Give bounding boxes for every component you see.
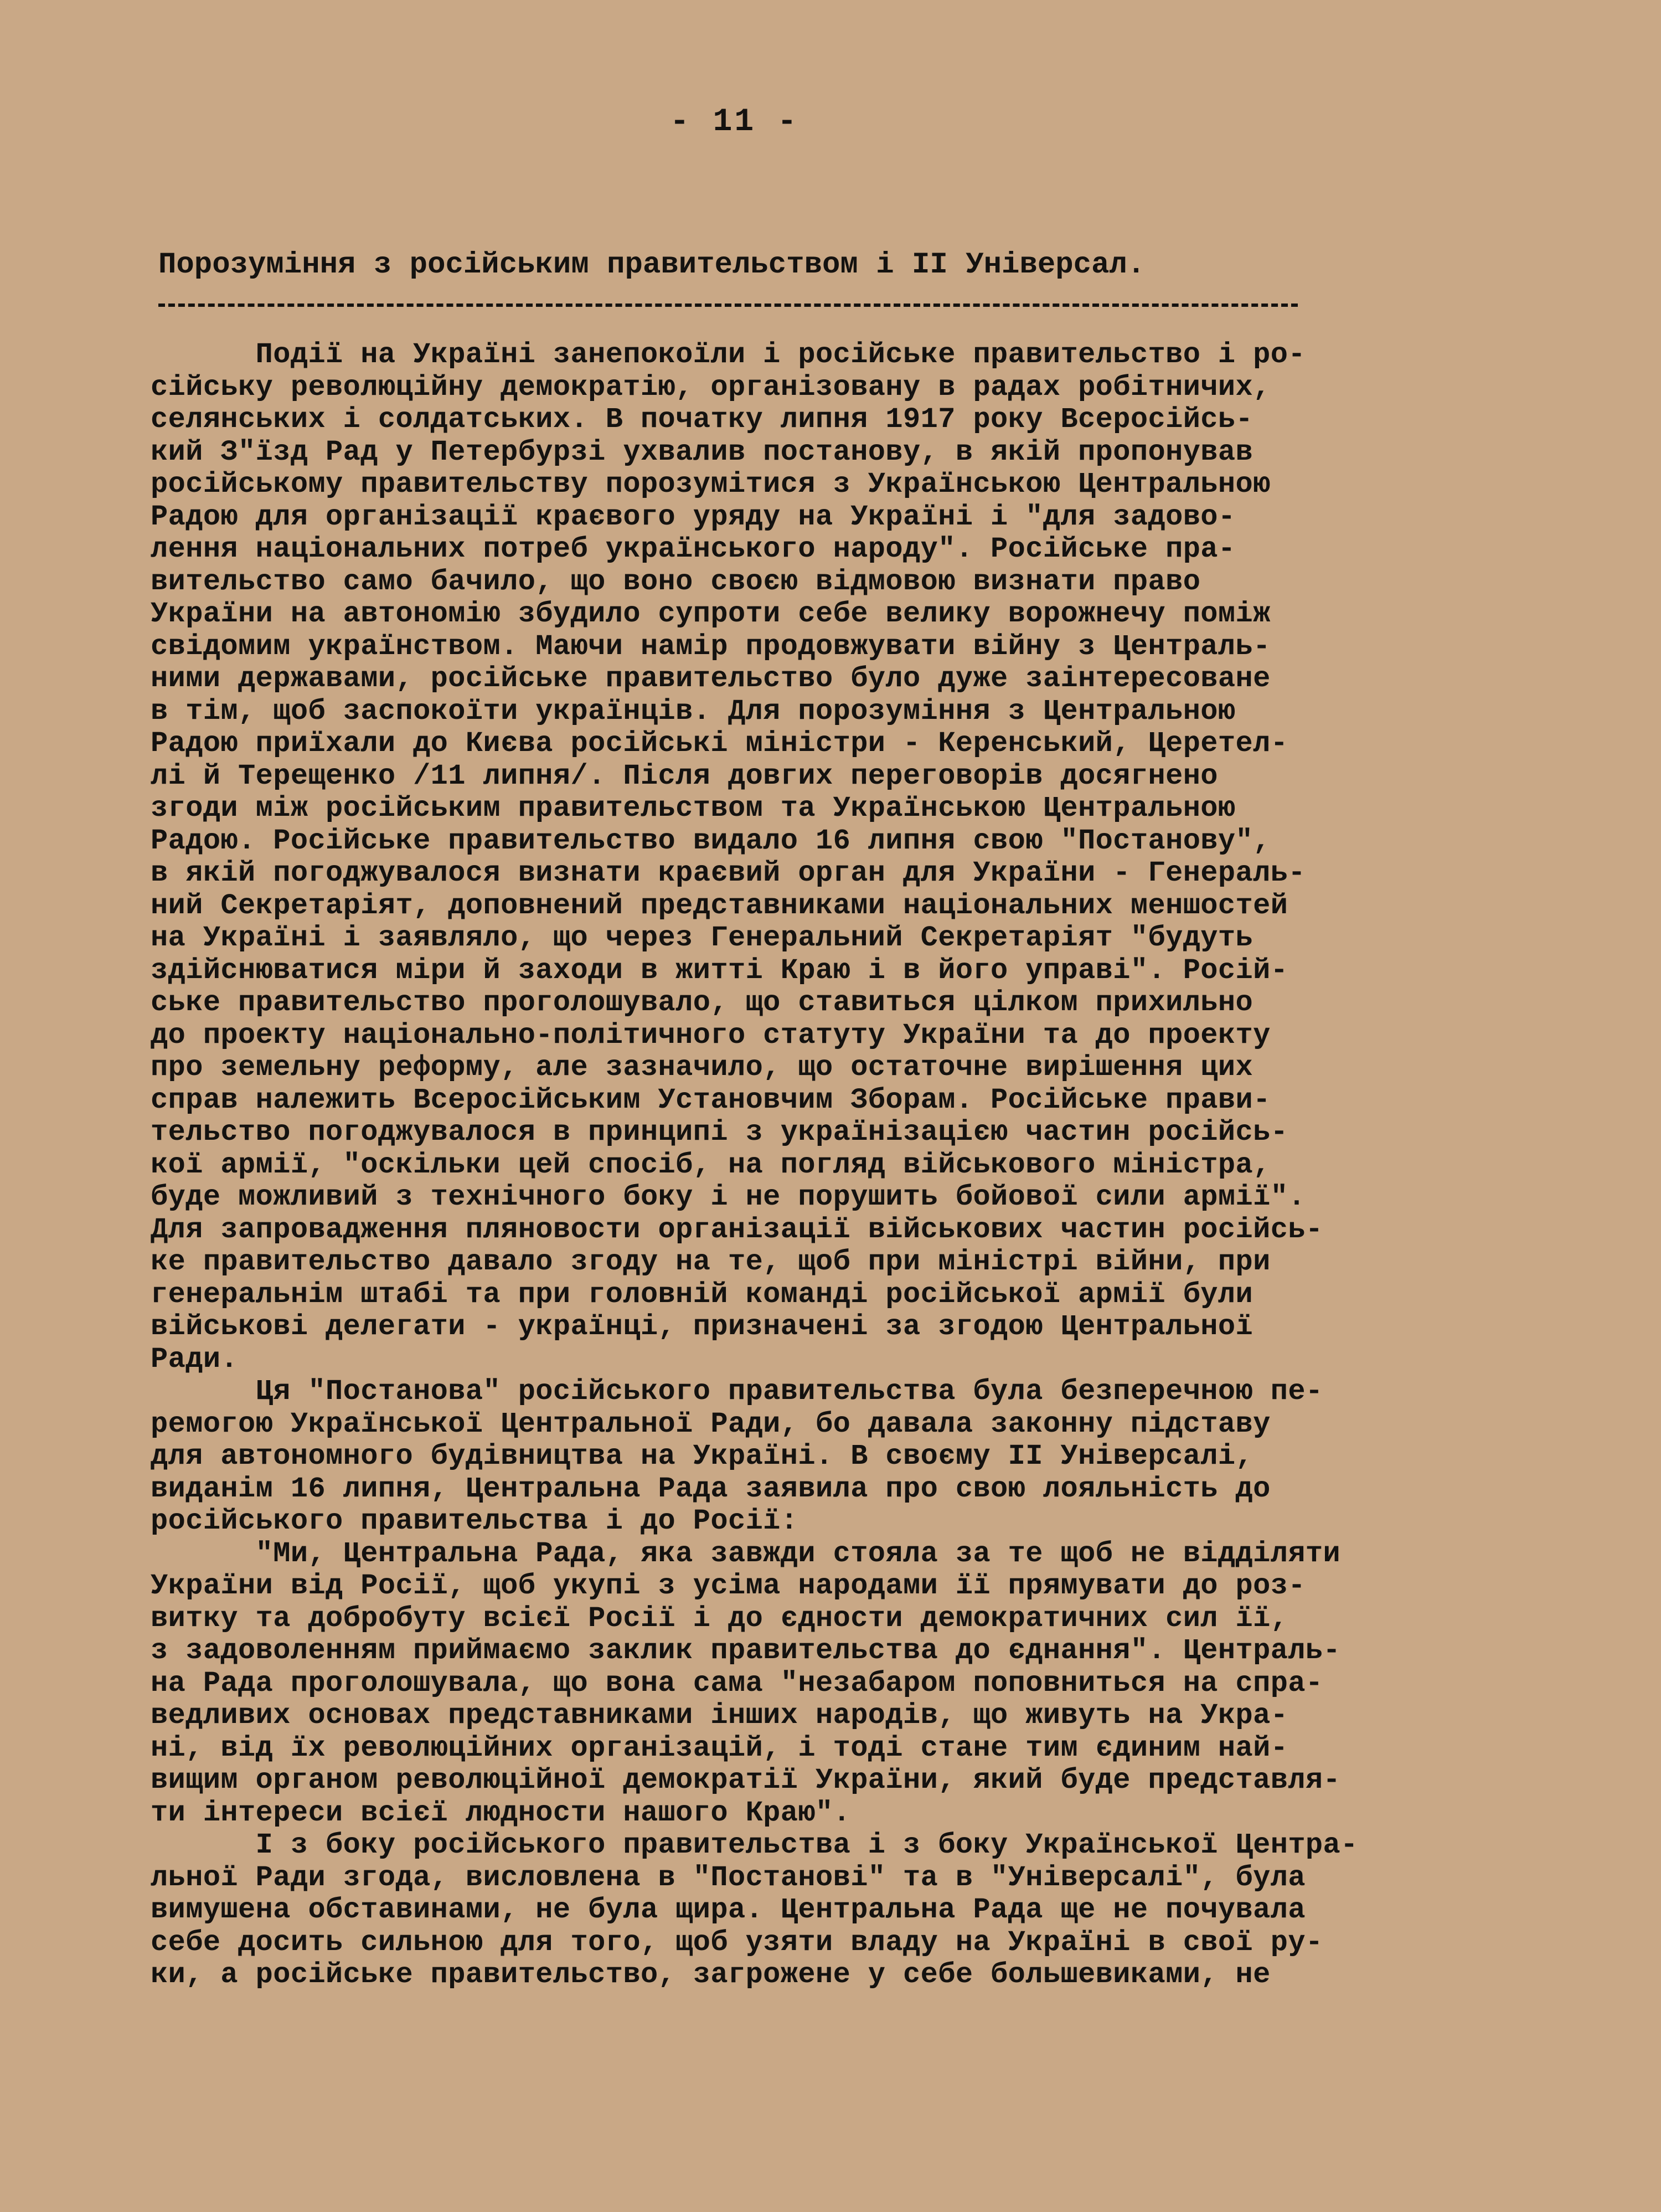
- text-line: Ця "Постанова" російського правительства була безперечною пе-: [151, 1375, 1323, 1408]
- text-line: ки, а російське правительство, загрожене у себе большевиками, не: [151, 1958, 1271, 1991]
- text-line: кий З"їзд Рад у Петербурзі ухвалив постанову, в якій пропонував: [151, 435, 1254, 469]
- heading-underline: [158, 303, 1298, 307]
- text-line: селянських і солдатських. В початку липня 1917 року Всеросійсь-: [151, 403, 1254, 436]
- text-line: на Рада проголошувала, що вона сама "незабаром поповниться на спра-: [151, 1666, 1323, 1700]
- text-line: здійснюватися міри й заходи в житті Краю і в його управі". Росій-: [151, 954, 1288, 987]
- text-line: військові делегати - українці, призначені за згодою Центральної: [151, 1310, 1254, 1343]
- text-line: Радою приїхали до Києва російські міністри - Керенський, Церетел-: [151, 727, 1288, 760]
- text-line: Радою. Російське правительство видало 16 липня свою "Постанову",: [151, 824, 1271, 857]
- text-line: генеральнім штабі та при головній команді російської армії були: [151, 1278, 1254, 1311]
- text-line: І з боку російського правительства і з боку Української Центра-: [151, 1829, 1358, 1861]
- text-line: в якій погоджувалося визнати краєвий орган для України - Генераль-: [151, 857, 1306, 889]
- text-line: тельство погоджувалося в принципі з українізацією частин російсь-: [151, 1116, 1288, 1149]
- text-line: "Ми, Центральна Рада, яка завжди стояла за те щоб не відділяти: [151, 1537, 1341, 1570]
- text-line: ти інтереси всієї людности нашого Краю".: [151, 1796, 851, 1829]
- text-line: про земельну реформу, але зазначило, що остаточне вирішення цих: [151, 1051, 1254, 1084]
- text-line: Для запровадження пляновости організації військових частин російсь-: [151, 1213, 1323, 1246]
- text-line: льної Ради згода, висловлена в "Постанові" та в "Універсалі", була: [151, 1861, 1306, 1894]
- text-line: витку та добробуту всієї Росії і до єдности демократичних сил її,: [151, 1602, 1288, 1635]
- body-text: [151, 339, 1612, 1992]
- text-line: лення національних потреб українського народу". Російське пра-: [151, 533, 1236, 565]
- text-line: свідомим українством. Маючи намір продовжувати війну з Централь-: [151, 630, 1271, 663]
- section-heading: Порозуміння з російським правительством і II Універсал.: [158, 248, 1146, 282]
- text-line: ні, від їх революційних організацій, і тоді стане тим єдиним най-: [151, 1731, 1288, 1765]
- text-line: російському правительству порозумітися з Українською Центральною: [151, 468, 1271, 501]
- text-line: буде можливий з технічного боку і не порушить бойової сили армії".: [151, 1181, 1306, 1213]
- text-line: ний Секретаріят, доповнений представниками національних меншостей: [151, 889, 1288, 922]
- text-line: ське правительство проголошувало, що ставиться цілком прихильно: [151, 986, 1254, 1019]
- text-line: в тім, щоб заспокоїти українців. Для порозуміння з Центральною: [151, 695, 1236, 728]
- text-line: Радою для організації краєвого уряду на Україні і "для задово-: [151, 500, 1236, 533]
- text-line: до проекту національно-політичного статуту України та до проекту: [151, 1018, 1271, 1052]
- text-line: сійську революційну демократію, організовану в радах робітничих,: [151, 371, 1271, 404]
- text-line: ведливих основах представниками інших народів, що живуть на Укра-: [151, 1699, 1288, 1732]
- text-line: вительство само бачило, що воно своєю відмовою визнати право: [151, 565, 1201, 598]
- text-line: ними державами, російське правительство було дуже заінтересоване: [151, 662, 1271, 695]
- text-line: вищим органом революційної демократії України, який буде представля-: [151, 1764, 1341, 1797]
- text-line: з задоволенням приймаємо заклик правительства до єднання". Централь-: [151, 1634, 1341, 1667]
- text-line: російського правительства і до Росії:: [151, 1505, 798, 1537]
- text-line: себе досить сильною для того, щоб узяти владу на Україні в свої ру-: [151, 1926, 1323, 1959]
- text-line: ке правительство давало згоду на те, щоб при міністрі війни, при: [151, 1246, 1271, 1278]
- text-line: України на автономію збудило супроти себе велику ворожнечу поміж: [151, 598, 1271, 630]
- text-line: на Україні і заявляло, що через Генеральний Секретаріят "будуть: [151, 922, 1254, 954]
- text-line: Ради.: [151, 1342, 239, 1376]
- page-number: - 11 -: [670, 104, 799, 140]
- text-line: згоди між російським правительством та Українською Центральною: [151, 792, 1236, 825]
- text-line: для автономного будівництва на Україні. В своєму II Універсалі,: [151, 1440, 1254, 1473]
- text-line: ремогою Української Центральної Ради, бо давала законну підставу: [151, 1407, 1271, 1441]
- text-line: Події на Україні занепокоїли і російське правительство і ро-: [151, 338, 1306, 371]
- text-line: лі й Терещенко /11 липня/. Після довгих переговорів досягнено: [151, 759, 1218, 793]
- text-line: кої армії, "оскільки цей спосіб, на погляд військового міністра,: [151, 1148, 1271, 1181]
- text-line: виданім 16 липня, Центральна Рада заявила про свою лояльність до: [151, 1472, 1271, 1505]
- text-line: України від Росії, щоб укупі з усіма народами її прямувати до роз-: [151, 1570, 1306, 1602]
- text-line: вимушена обставинами, не була щира. Центральна Рада ще не почувала: [151, 1894, 1306, 1926]
- text-line: справ належить Всеросійським Установчим Зборам. Російське прави-: [151, 1083, 1271, 1117]
